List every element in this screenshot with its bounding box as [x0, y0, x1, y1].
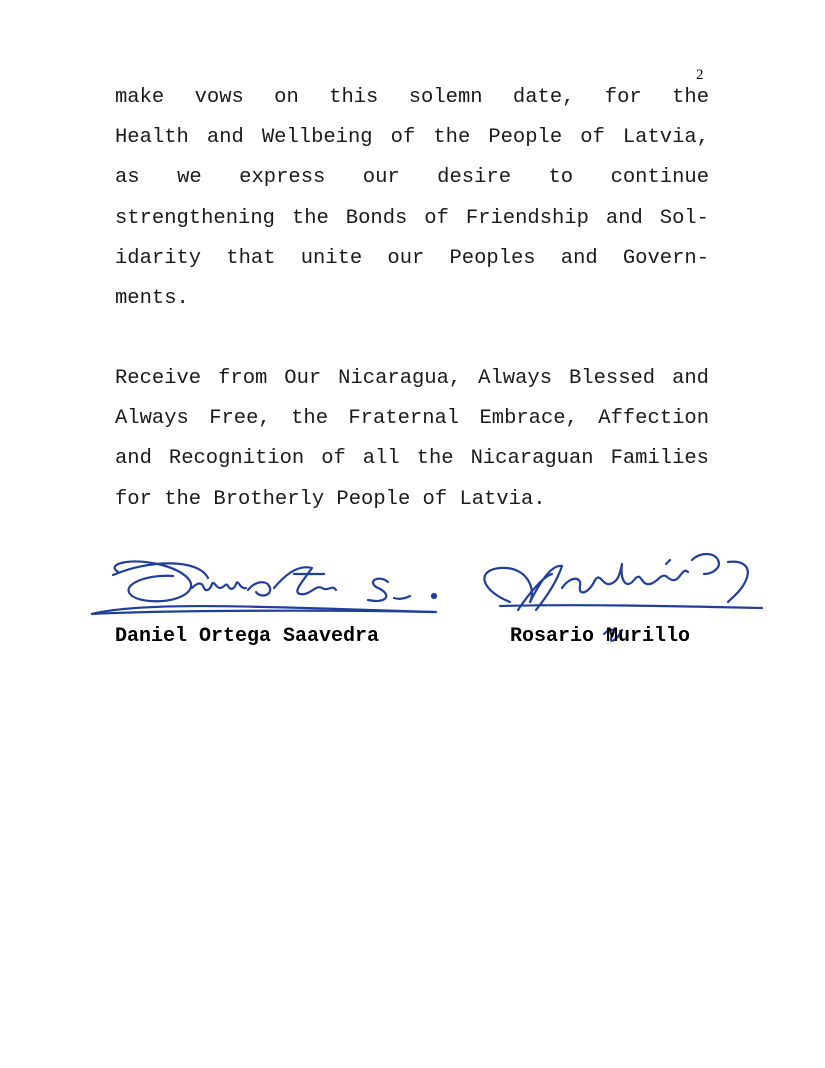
- signature-block-rosario-murillo: [470, 530, 770, 660]
- paragraph-line: as we express our desire to continue: [115, 166, 709, 190]
- paragraph-line: make vows on this solemn date, for the: [115, 86, 709, 109]
- paragraph-line: Health and Wellbeing of the People of Latvia,: [115, 126, 709, 150]
- page-number: 2: [696, 67, 704, 83]
- paragraph-line: for the Brotherly People of Latvia.: [115, 487, 546, 511]
- body-paragraph-1: [115, 78, 709, 319]
- paragraph-line: ments.: [115, 287, 189, 311]
- body-paragraph-2: [115, 359, 709, 520]
- paragraph-line: strengthening the Bonds of Friendship and Sol-: [115, 206, 709, 230]
- signatory-name: Rosario Murillo: [510, 625, 691, 648]
- paragraph-line: Always Free, the Fraternal Embrace, Affection: [115, 407, 709, 431]
- signatory-name: Daniel Ortega Saavedra: [115, 625, 380, 648]
- handwritten-signature: [88, 530, 443, 625]
- signature-block-daniel-ortega: [88, 530, 443, 660]
- paragraph-line: idarity that unite our Peoples and Govern-: [115, 246, 709, 270]
- paragraph-line: Receive from Our Nicaragua, Always Blessed and: [115, 367, 709, 390]
- paragraph-line: and Recognition of all the Nicaraguan Families: [115, 447, 709, 471]
